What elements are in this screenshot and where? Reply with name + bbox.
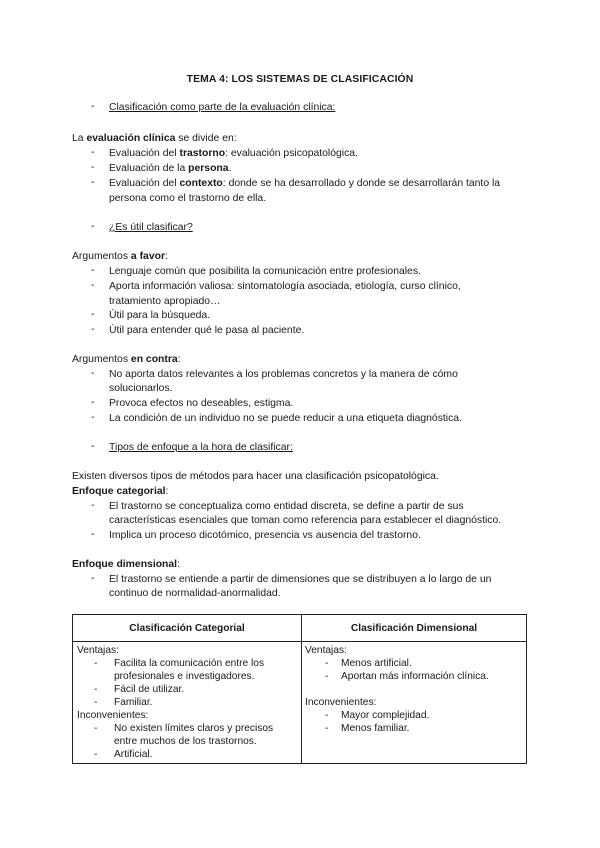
bullet-dash: -	[91, 441, 95, 452]
bullet-dash: -	[91, 309, 95, 320]
enfoque-categorial-label: Enfoque categorial:	[72, 486, 169, 497]
list-item: Útil para la búsqueda.	[109, 310, 211, 321]
list-item: El trastorno se conceptualiza como entidad discreta, se define a partir de sus	[109, 501, 464, 512]
list-item-continuation: continuo de normalidad-anormalidad.	[109, 588, 281, 599]
bullet-dash: -	[91, 529, 95, 540]
bullet-dash: -	[325, 710, 329, 721]
list-item: Menos artificial.	[341, 658, 412, 669]
list-item-continuation: solucionarlos.	[109, 383, 173, 394]
favor-heading: Argumentos a favor:	[72, 251, 168, 262]
table-header-dimensional: Clasificación Dimensional	[302, 615, 527, 642]
bullet-dash: -	[91, 368, 95, 379]
table-header-categorial: Clasificación Categorial	[73, 615, 302, 642]
list-item: Evaluación de la persona.	[109, 163, 232, 174]
list-item: Evaluación del contexto: donde se ha desarrollado y donde se desarrollarán tanto la	[109, 178, 501, 189]
section-heading-enfoques: Tipos de enfoque a la hora de clasificar:	[109, 442, 293, 453]
contra-heading: Argumentos en contra:	[72, 354, 181, 365]
bullet-dash: -	[94, 723, 98, 734]
enfoques-intro: Existen diversos tipos de métodos para hacer una clasificación psicopatológica.	[72, 471, 439, 482]
bullet-dash: -	[94, 697, 98, 708]
page-title: TEMA 4: LOS SISTEMAS DE CLASIFICACIÓN	[186, 74, 414, 85]
list-item: Mayor complejidad.	[341, 710, 430, 721]
list-item: Lenguaje común que posibilita la comunicación entre profesionales.	[109, 266, 421, 277]
bullet-dash: -	[94, 658, 98, 669]
list-item-continuation: tratamiento apropiado…	[109, 296, 221, 307]
bullet-dash: -	[325, 723, 329, 734]
bullet-dash: -	[91, 177, 95, 188]
bullet-dash: -	[94, 749, 98, 760]
bullet-dash: -	[91, 265, 95, 276]
list-item: Aporta información valiosa: sintomatología asociada, etiología, curso clínico,	[109, 281, 461, 292]
section-heading-clasificacion: Clasificación como parte de la evaluación clínica:	[109, 102, 336, 113]
list-item: Provoca efectos no deseables, estigma.	[109, 398, 294, 409]
list-item: No existen límites claros y precisos	[114, 723, 274, 734]
bullet-dash: -	[91, 412, 95, 423]
bullet-dash: -	[91, 147, 95, 158]
bullet-dash: -	[91, 324, 95, 335]
list-item: Facilita la comunicación entre los	[114, 658, 265, 669]
bullet-dash: -	[94, 684, 98, 695]
bullet-dash: -	[91, 221, 95, 232]
list-item: Artificial.	[114, 749, 153, 760]
bullet-dash: -	[325, 658, 329, 669]
list-item: Familiar.	[114, 697, 153, 708]
bullet-dash: -	[91, 101, 95, 112]
ventajas-label: Ventajas:	[77, 645, 119, 656]
list-item-continuation: entre muchos de los trastornos.	[114, 736, 257, 747]
list-item: La condición de un individuo no se puede reducir a una etiqueta diagnóstica.	[109, 413, 462, 424]
list-item-continuation: persona como el trastorno de ella.	[109, 193, 267, 204]
list-item: Fácil de utilizar.	[114, 684, 185, 695]
bullet-dash: -	[91, 573, 95, 584]
list-item-continuation: profesionales e investigadores.	[114, 671, 255, 682]
list-item: No aporta datos relevantes a los problemas concretos y la manera de cómo	[109, 369, 458, 380]
list-item: Útil para entender qué le pasa al paciente.	[109, 325, 305, 336]
inconvenientes-label: Inconvenientes:	[77, 710, 149, 721]
table-cell-categorial	[73, 642, 302, 764]
section-heading-util: ¿Es útil clasificar?	[109, 222, 193, 233]
bullet-dash: -	[91, 500, 95, 511]
table-cell-dimensional	[302, 642, 527, 764]
enfoque-dimensional-label: Enfoque dimensional:	[72, 559, 180, 570]
list-item: El trastorno se entiende a partir de dimensiones que se distribuyen a lo largo de un	[109, 574, 492, 585]
ventajas-label: Ventajas:	[305, 645, 347, 656]
list-item: Evaluación del trastorno: evaluación psicopatológica.	[109, 148, 358, 159]
list-item: Menos familiar.	[341, 723, 410, 734]
list-item-continuation: características esenciales que toman como referencia para establecer el diagnóstico.	[109, 515, 502, 526]
bullet-dash: -	[91, 280, 95, 291]
intro-evaluacion: La evaluación clínica se divide en:	[72, 133, 237, 144]
bullet-dash: -	[91, 397, 95, 408]
bullet-dash: -	[91, 162, 95, 173]
comparison-table	[72, 614, 527, 764]
inconvenientes-label: Inconvenientes:	[305, 697, 377, 708]
list-item: Aportan más información clínica.	[341, 671, 489, 682]
bullet-dash: -	[325, 671, 329, 682]
list-item: Implica un proceso dicotómico, presencia vs ausencia del trastorno.	[109, 530, 421, 541]
